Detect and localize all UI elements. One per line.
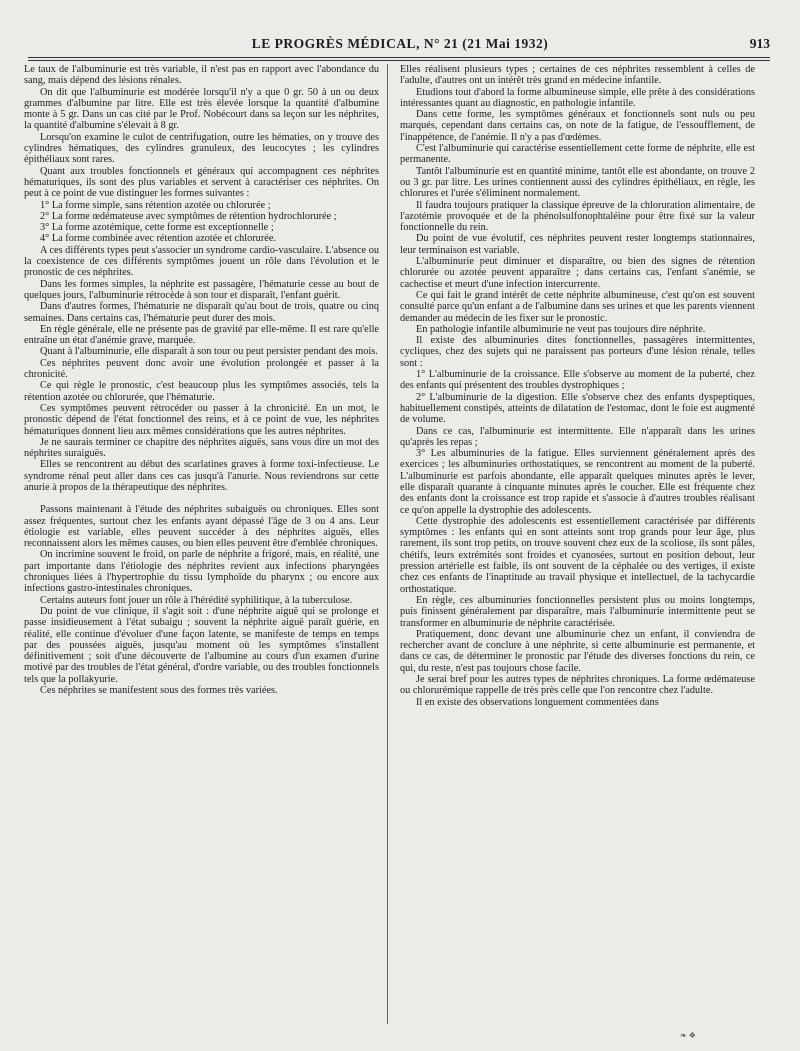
paragraph: Dans ce cas, l'albuminurie est intermittente. Elle n'apparaît dans les urines qu'après les repas ; xyxy=(400,425,755,448)
paragraph: Etudions tout d'abord la forme albumineuse simple, elle prête à des considérations intéressantes quant au diagnostic, en pathologie infantile. xyxy=(400,86,755,109)
paragraph: Passons maintenant à l'étude des néphrites subaiguës ou chroniques. Elles sont assez fréquentes, surtout chez les enfants ayant dépassé l'âge de 3 ou 4 ans. Leur étiologie est variable, elles peuvent succéder à des néphrites aiguës, elles reconnaissent alors les mêmes causes, ou bien elles peuvent être d'emblée chroniques. xyxy=(24,504,379,550)
paragraph: Ce qui règle le pronostic, c'est beaucoup plus les symptômes associés, tels la rétention azotée ou chlorurée, que l'hématurie. xyxy=(24,380,379,403)
footer-ornament: ❧ ❖ xyxy=(680,1031,696,1040)
page-number: 913 xyxy=(749,36,770,51)
paragraph: Je serai bref pour les autres types de néphrites chroniques. La forme œdémateuse ou chlorurémique rappelle de très près celle que l'on rencontre chez l'adulte. xyxy=(400,674,755,697)
paragraph: Tantôt l'albuminurie est en quantité minime, tantôt elle est abondante, on trouve 2 ou 3 gr. par litre. Les urines contiennent aussi des cylindres épithéliaux, en règle, les chlorures et l'urée s'éliminent normalement. xyxy=(400,165,755,200)
paragraph: En pathologie infantile albuminurie ne veut pas toujours dire néphrite. xyxy=(416,323,706,335)
journal-title: LE PROGRÈS MÉDICAL, N° 21 (21 Mai 1932) xyxy=(251,36,549,51)
paragraph: Quant aux troubles fonctionnels et généraux qui accompagnent ces néphrites hématuriques, ils sont des plus variables et servent à caractériser ces néphrites. On peut à ce point de vue distinguer les formes suivantes : xyxy=(24,165,379,200)
right-column xyxy=(400,64,755,1034)
paragraph: 2° L'albuminurie de la digestion. Elle s'observe chez des enfants dyspeptiques, habituellement constipés, atteints de dilatation de l'estomac, dont le foie est augmenté de volume. xyxy=(400,391,755,426)
paragraph: 2° La forme œdémateuse avec symptômes de rétention hydrochlorurée ; xyxy=(40,210,337,222)
paragraph: Je ne saurais terminer ce chapitre des néphrites aiguës, sans vous dire un mot des néphrites suraiguës. xyxy=(24,436,379,460)
paragraph: L'albuminurie peut diminuer et disparaître, ou bien des signes de rétention chlorurée ou azotée peuvent apparaître ; dans certains cas, l'enfant s'anémie, se cachectise et meurt d'une infection intercurrente. xyxy=(400,256,755,290)
paragraph: 1° L'albuminurie de la croissance. Elle s'observe au moment de la puberté, chez des enfants qui présentent des troubles dystrophiques ; xyxy=(400,369,755,392)
paragraph: Dans les formes simples, la néphrite est passagère, l'hématurie cesse au bout de quelques jours, l'albuminurie rétrocède à son tour et disparaît, l'enfant guérit. xyxy=(24,278,379,301)
paragraph: En règle, ces albuminuries fonctionnelles persistent plus ou moins longtemps, puis finissent généralement par disparaître, mais l'albuminurie intermittente peut se transformer en albuminurie de néphrite caractérisée. xyxy=(400,594,755,629)
left-column xyxy=(24,64,379,1034)
paragraph: Ce qui fait le grand intérêt de cette néphrite albumineuse, c'est qu'on est souvent consulté parce qu'un enfant a de l'albumine dans ses urines et que les parents viennent demander au médecin de les fixer sur le pronostic. xyxy=(400,289,755,324)
paragraph: Lorsqu'on examine le culot de centrifugation, outre les hématies, on y trouve des cylindres hématiques, des cylindres granuleux, des leucocytes ; les cylindres épithéliaux sont rares. xyxy=(24,131,379,166)
paragraph: Ces symptômes peuvent rétrocéder ou passer à la chronicité. En un mot, le pronostic dépend de l'état fonctionnel des reins, et à ce point de vue, les néphrites hématuriques donnent lieu aux mêmes considérations que les autres néphrites. xyxy=(24,402,379,437)
header-rule xyxy=(28,57,770,58)
paragraph: Cette dystrophie des adolescents est essentiellement caractérisée par différents symptômes : les enfants qui en sont atteints sont trop grands pour leur âge, plus rarement, ils sont trop petits, on trouve souvent chez eux de la scoliose, ils sont pâles, chétifs, leurs extrémités sont froides et cyanosées, surtout en position debout, leur pression artérielle est faible, ils ont souvent de la céphalée ou des vertiges, il existe chez ces enfants de l'inaptitude au travail physique et intellectuel, de la tachycardie orthostatique. xyxy=(400,515,755,595)
paragraph: 4° La forme combinée avec rétention azotée et chlorurée. xyxy=(40,233,276,245)
paragraph: 3° Les albuminuries de la fatigue. Elles surviennent généralement après des exercices ; les albuminuries orthostatiques, se rencontrent au moment de la puberté. L'albuminurie est parfois abondante, elle apparaît quelques minutes après le lever, elle disparaît quarante à cinquante minutes après le coucher. Elle est fréquente chez des enfants dont la croissance est trop rapide et s'associe à d'autres troubles réalisant ce qu'on appelle la dystrophie des adolescents. xyxy=(400,448,755,516)
paragraph: Du point de vue clinique, il s'agit soit : d'une néphrite aiguë qui se prolonge et passe insidieusement à l'état subaigu ; souvent la néphrite aiguë paraît guérie, en réalité, elle continue d'évoluer d'une façon latente, se manifeste de temps en temps par des poussées aiguës, jusqu'au moment où les symptômes s'installent définitivement ; soit d'une découverte de l'albumine au cours d'un examen d'urine motivé par des troubles de l'état général, d'ordre variable, ou des troubles fonctionnels tels que la pollakyurie. xyxy=(24,605,379,685)
paragraph: On dit que l'albuminurie est modérée lorsqu'il n'y a que 0 gr. 50 à un ou deux grammes d'albumine par litre. Elle est très élevée lorsque la quantité d'albumine monte à 5 gr. Dans un cas cité par le Prof. Nobécourt dans sa leçon sur les néphrites, la quantité d'albumine s'élevait à 8 gr. xyxy=(24,86,379,132)
paragraph: Pratiquement, donc devant une albuminurie chez un enfant, il conviendra de rechercher avant de conclure à une néphrite, si cette albuminurie est permanente, et dans ce cas, de déterminer le pronostic par l'étude des diverses fonctions du rein, ce qui, du reste, n'est pas toujours chose facile. xyxy=(400,628,755,674)
paragraph: Quant à l'albuminurie, elle disparaît à son tour ou peut persister pendant des mois. xyxy=(40,346,378,358)
paragraph: C'est l'albuminurie qui caractérise essentiellement cette forme de néphrite, elle est permanente. xyxy=(400,143,755,166)
column-divider xyxy=(387,64,388,1024)
paragraph: Dans d'autres formes, l'hématurie ne disparaît qu'au bout de trois, quatre ou cinq semaines. Dans certains cas, l'hématurie peut durer des mois. xyxy=(24,301,379,324)
paragraph: On incrimine souvent le froid, on parle de néphrite a frigoré, mais, en réalité, une part importante dans l'étiologie des néphrites revient aux infections pharyngées chroniques liées à l'hypertrophie du tissu lymphoïde du pharynx ; ou encore aux infections gastro-intestinales chroniques. xyxy=(24,549,379,595)
paragraph: Ces néphrites se manifestent sous des formes très variées. xyxy=(40,685,278,697)
paragraph: Certains auteurs font jouer un rôle à l'hérédité syphilitique, à la tuberculose. xyxy=(40,594,353,606)
paragraph: Elles se rencontrent au début des scarlatines graves à forme toxi-infectieuse. Le syndrome rénal peut aller dans ces cas jusqu'à l'anurie. Nous reviendrons sur cette anurie à propos de la thérapeutique des néphrites. xyxy=(24,459,379,493)
running-header xyxy=(20,36,780,52)
paragraph: En règle générale, elle ne présente pas de gravité par elle-même. Il est rare qu'elle entraîne un état d'anémie grave, marquée. xyxy=(24,323,379,347)
paragraph: Dans cette forme, les symptômes généraux et fonctionnels sont nuls ou peu marqués, cependant dans certains cas, on note de la fatigue, de l'essoufflement, de l'inappétence, de l'anémie. Il n'y a pas d'œdèmes. xyxy=(400,109,755,143)
paragraph: 3° La forme azotémique, cette forme est exceptionnelle ; xyxy=(40,222,274,234)
header-rule-second xyxy=(28,60,770,61)
paragraph: Le taux de l'albuminurie est très variable, il n'est pas en rapport avec l'abondance du sang, mais dépend des lésions rénales. xyxy=(24,64,379,87)
paragraph: Elles réalisent plusieurs types ; certaines de ces néphrites ressemblent à celles de l'adulte, d'autres ont un intérêt très grand en médecine infantile. xyxy=(400,64,755,87)
paragraph: A ces différents types peut s'associer un syndrome cardio-vasculaire. L'absence ou la coexistence de ces différents symptômes jouent un rôle dans l'évolution et le pronostic de ces néphrites. xyxy=(24,244,379,279)
paragraph: Il faudra toujours pratiquer la classique épreuve de la chloruration alimentaire, de l'azotémie provoquée et de la phénolsulfonophtaléine pour être fixé sur la valeur fonctionnelle du rein. xyxy=(400,199,755,234)
paragraph: Du point de vue évolutif, ces néphrites peuvent rester longtemps stationnaires, leur terminaison est variable. xyxy=(400,233,755,256)
paragraph: Il existe des albuminuries dites fonctionnelles, passagères intermittentes, cycliques, chez des sujets qui ne paraissent pas porteurs d'une lésion rénale, telles sont : xyxy=(400,335,755,369)
paragraph: Il en existe des observations longuement commentées dans xyxy=(416,696,659,708)
paragraph: Ces néphrites peuvent donc avoir une évolution prolongée et passer à la chronicité. xyxy=(24,357,379,381)
paragraph: 1° La forme simple, sans rétention azotée ou chlorurée ; xyxy=(40,199,271,211)
